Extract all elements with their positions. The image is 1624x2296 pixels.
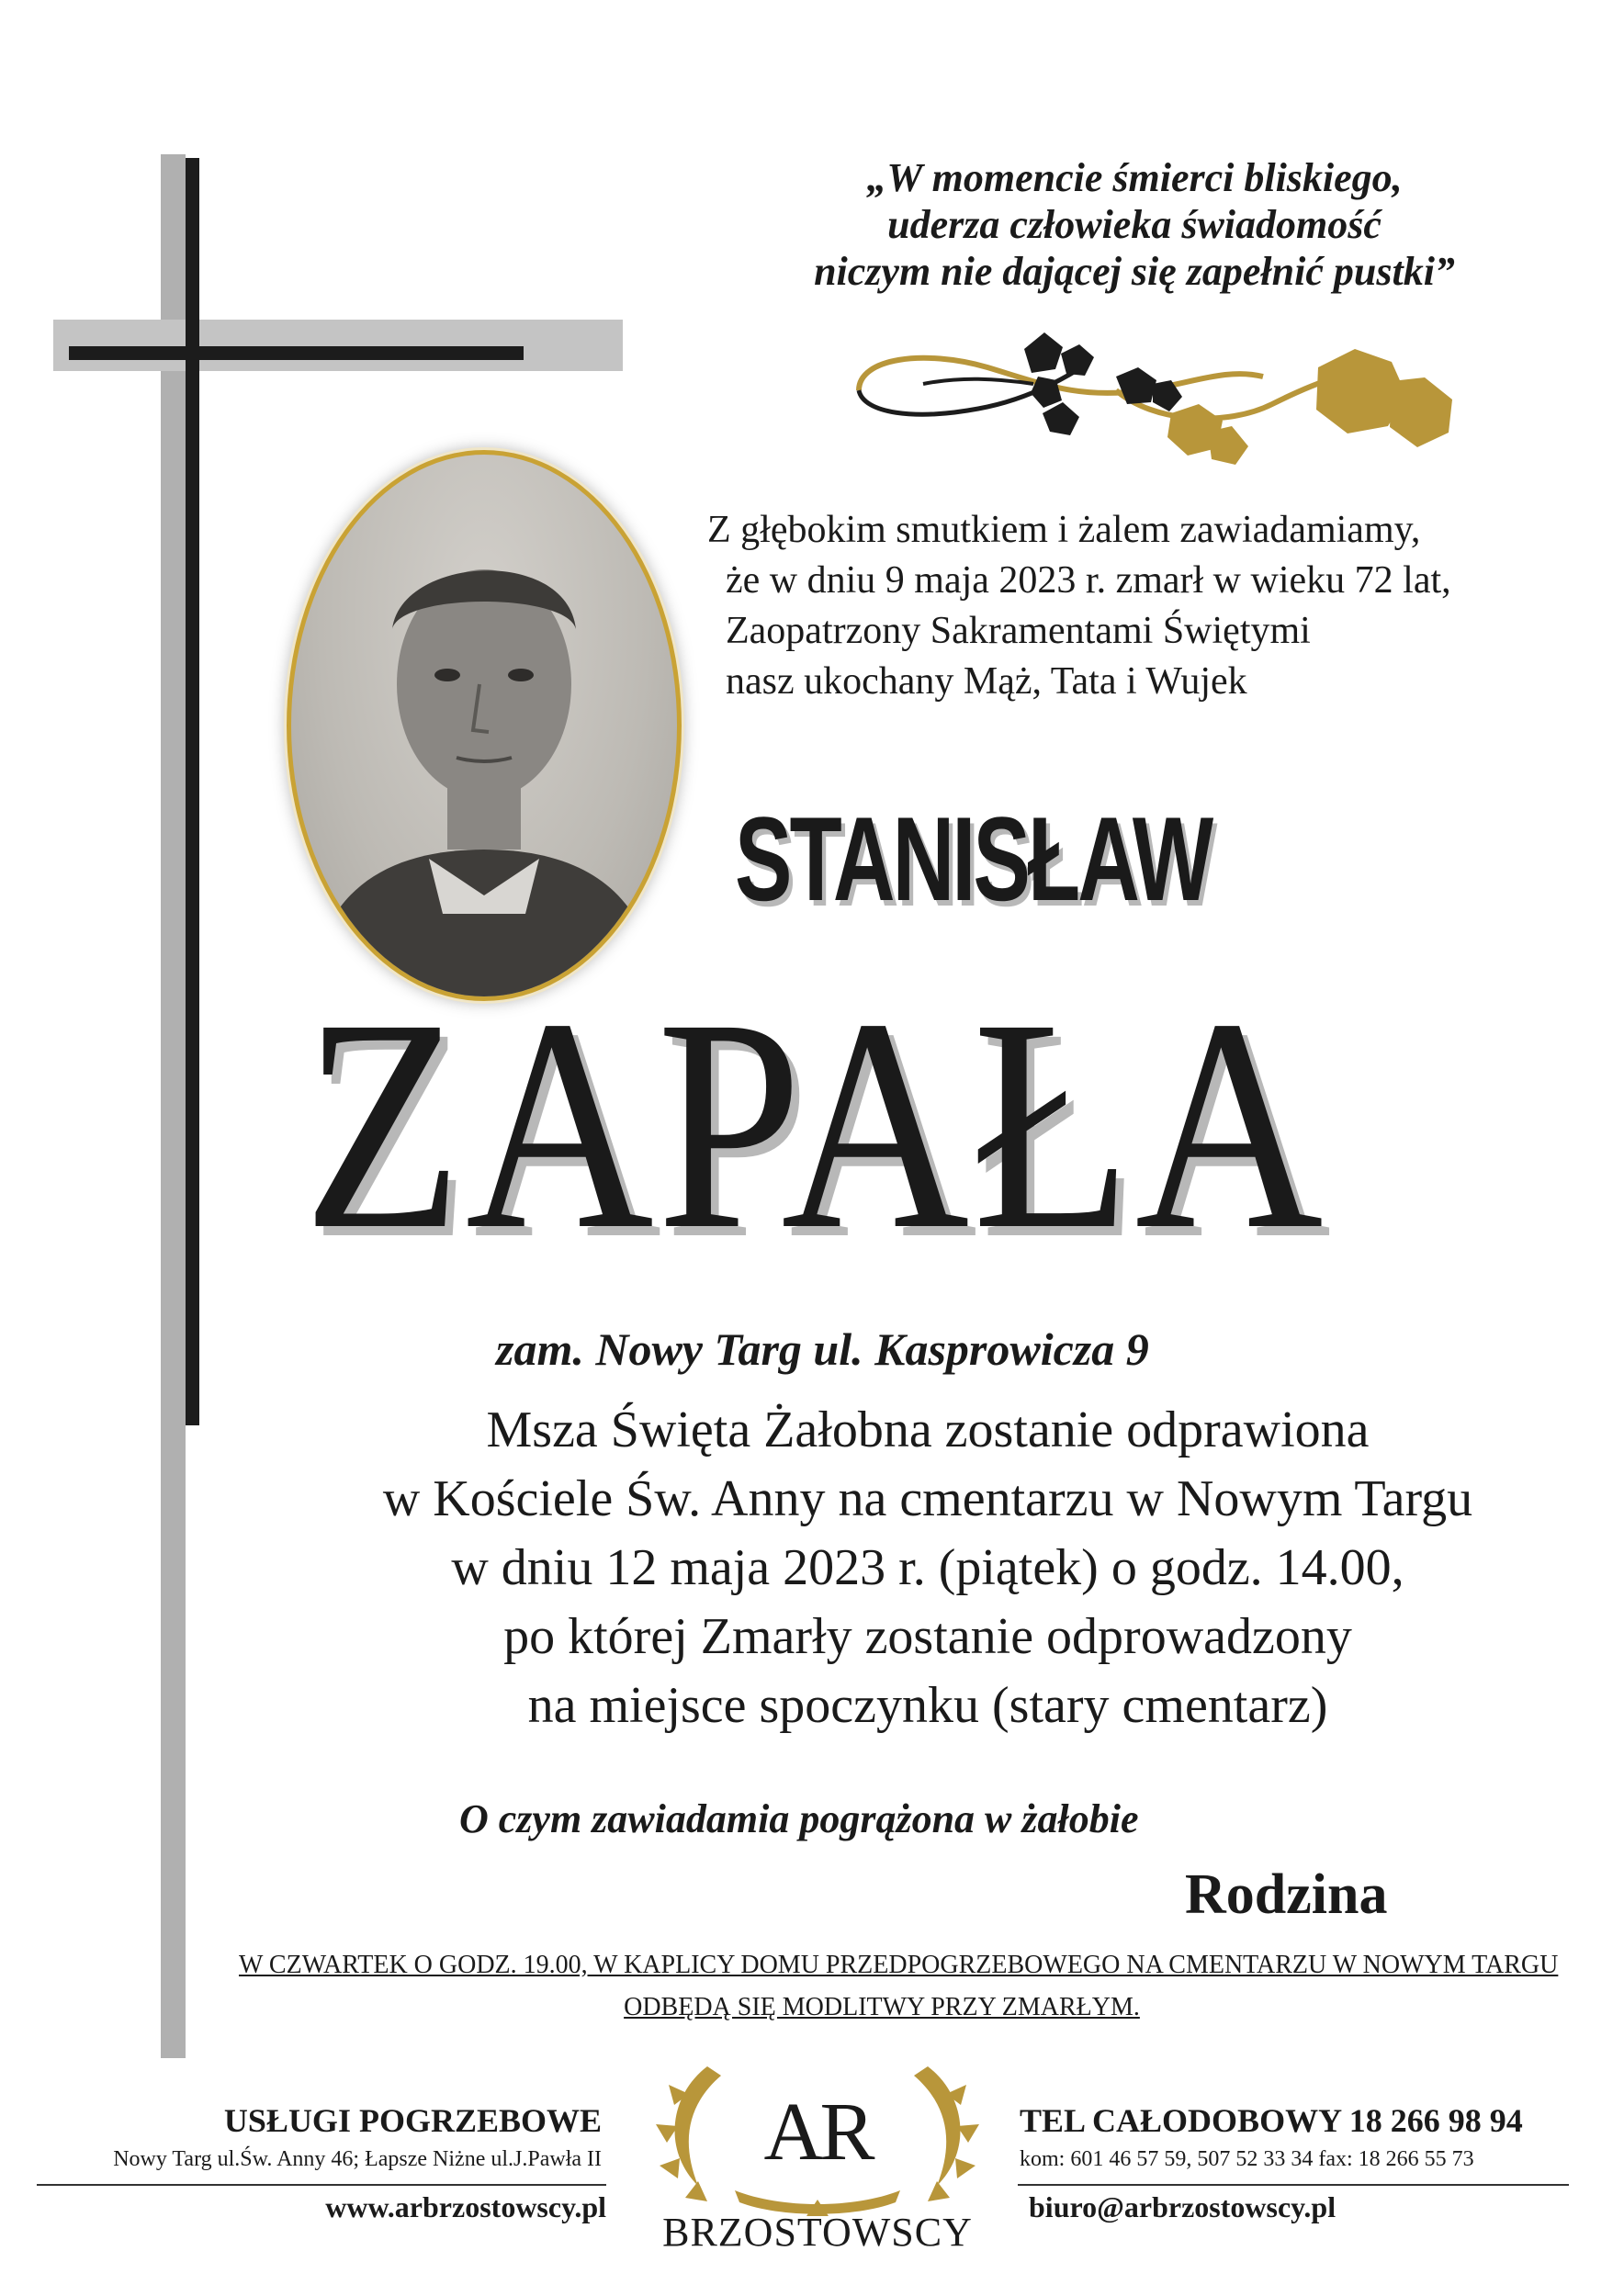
- leaf-ornament-icon: [840, 312, 1493, 478]
- funeral-services-title: USŁUGI POGRZEBOWE: [223, 2102, 602, 2139]
- phone-title: TEL CAŁODOBOWY 18 266 98 94: [1020, 2102, 1523, 2139]
- mass-line: w Kościele Św. Anny na cmentarzu w Nowym Targu: [382, 1470, 1473, 1527]
- intro-line: Zaopatrzony Sakramentami Świętymi: [726, 610, 1311, 652]
- intro-line: że w dniu 9 maja 2023 r. zmarł w wieku 72 lat,: [726, 559, 1451, 602]
- portrait-photo: [287, 450, 682, 1001]
- cross-shadow-vertical: [161, 154, 186, 2058]
- family-signature: Rodzina: [1185, 1863, 1388, 1926]
- phone-contacts: kom: 601 46 57 59, 507 52 33 34 fax: 18 266 55 73: [1020, 2147, 1474, 2171]
- mass-line: na miejsce spoczynku (stary cmentarz): [527, 1677, 1328, 1734]
- notice-line: ODBĘDĄ SIĘ MODLITWY PRZY ZMARŁYM.: [624, 1993, 1140, 2021]
- cross-horizontal-bar: [69, 346, 524, 360]
- logo-initials: AR: [763, 2087, 872, 2178]
- intro-line: Z głębokim smutkiem i żalem zawiadamiamy,: [707, 509, 1421, 551]
- mass-line: w dniu 12 maja 2023 r. (piątek) o godz. 14.00,: [451, 1539, 1404, 1596]
- address: zam. Nowy Targ ul. Kasprowicza 9: [496, 1323, 1149, 1375]
- mourners-line: O czym zawiadamia pogrążona w żałobie: [459, 1796, 1139, 1841]
- mass-line: po której Zmarły zostanie odprowadzony: [503, 1608, 1352, 1665]
- funeral-services-address: Nowy Targ ul.Św. Anny 46; Łapsze Niżne ul.J.Pawła II: [113, 2147, 602, 2171]
- website-link[interactable]: www.arbrzostowscy.pl: [325, 2190, 606, 2223]
- mass-line: Msza Święta Żałobna zostanie odprawiona: [486, 1401, 1370, 1458]
- person-icon: [291, 455, 677, 996]
- intro-line: nasz ukochany Mąż, Tata i Wujek: [726, 660, 1247, 703]
- footer-divider-right: [1018, 2184, 1569, 2186]
- last-name: ZAPAŁA: [303, 957, 1326, 1292]
- logo-name: BRZOSTOWSCY: [662, 2210, 973, 2255]
- cross-shadow-horizontal: [53, 320, 623, 371]
- prayer-notice: [239, 1944, 1559, 2029]
- email-link[interactable]: biuro@arbrzostowscy.pl: [1029, 2190, 1336, 2223]
- first-name: STANISŁAW: [735, 792, 1212, 926]
- announcement-intro: [707, 505, 1534, 707]
- mass-info: [266, 1396, 1589, 1740]
- quote-line: uderza człowieka świadomość: [887, 202, 1382, 247]
- notice-line: W CZWARTEK O GODZ. 19.00, W KAPLICY DOMU PRZEDPOGRZEBOWEGO NA CMENTARZU W NOWYM TARGU: [239, 1951, 1559, 1979]
- footer-divider-left: [37, 2184, 606, 2186]
- quote-line: niczym nie dającej się zapełnić pustki”: [814, 249, 1455, 294]
- quote-line: „W momencie śmierci bliskiego,: [866, 155, 1403, 200]
- quote: [753, 154, 1516, 295]
